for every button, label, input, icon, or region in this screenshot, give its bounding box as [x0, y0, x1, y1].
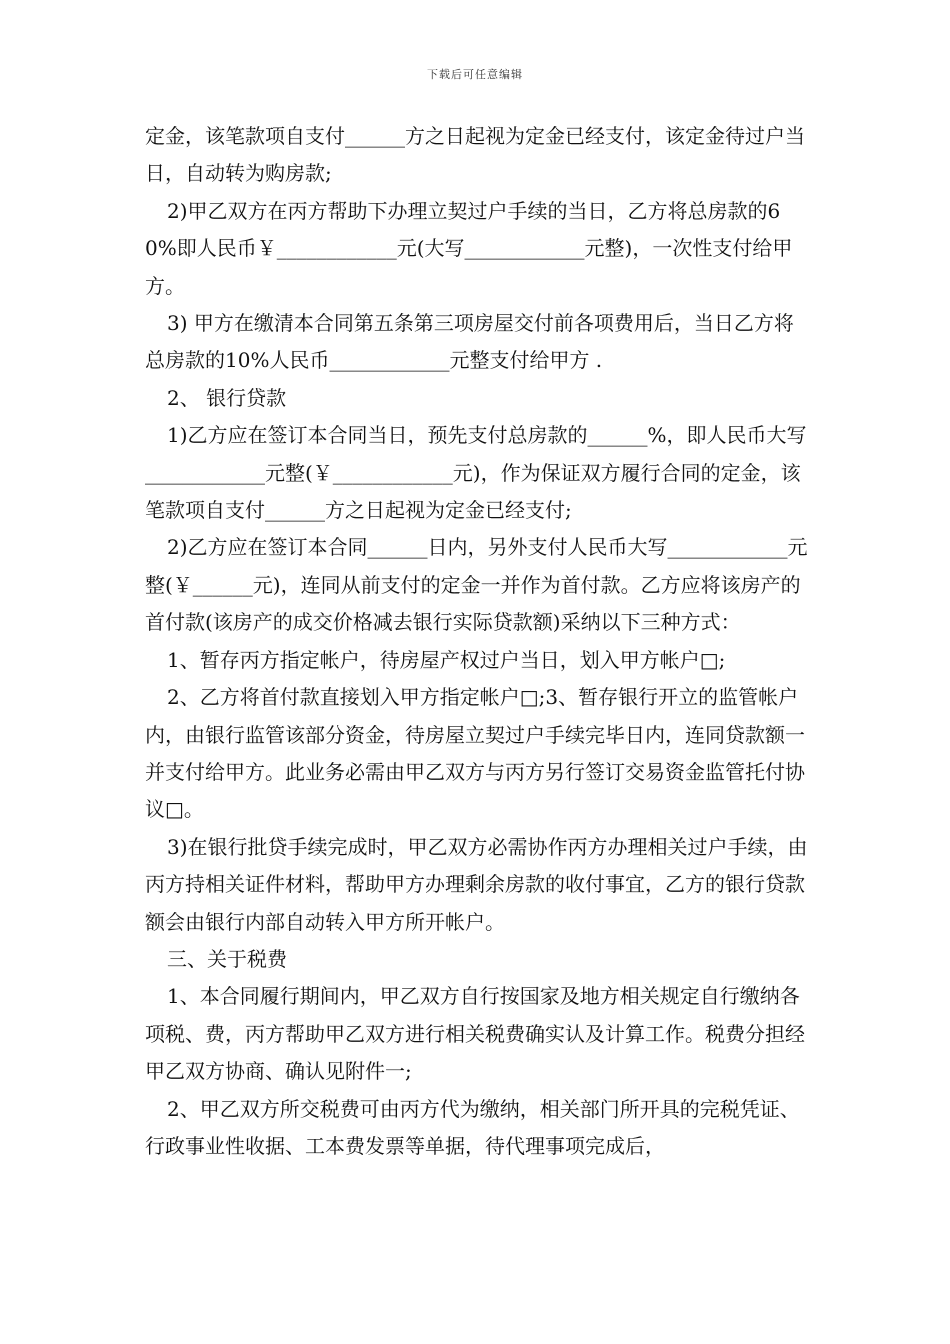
paragraph-loan-deposit: 1)乙方应在签订本合同当日，预先支付总房款的______%，即人民币大写____________元整(￥____________元)，作为保证双方履行合同的定金，该笔款项自支付______方之日起视为定金已经支付; — [145, 423, 807, 523]
paragraph-transfer-payment: 2)甲乙双方在丙方帮助下办理立契过户手续的当日，乙方将总房款的60%即人民币￥____________元(大写____________元整)，一次性支付给甲方。 — [145, 198, 793, 298]
paragraph-deposit-continuation: 定金，该笔款项自支付______方之日起视为定金已经支付，该定金待过户当日，自动转为购房款; — [145, 124, 805, 186]
section-heading-taxes: 三、关于税费 — [167, 946, 287, 971]
paragraph-option-one: 1、暂存丙方指定帐户，待房屋产权过户当日，划入甲方帐户□; — [167, 647, 726, 672]
paragraph-option-two-three: 2、乙方将首付款直接划入甲方指定帐户□;3、暂存银行开立的监管帐户内，由银行监管该部分资金，待房屋立契过户手续完毕日内，连同贷款额一并支付给甲方。此业务必需由甲乙双方与丙方另行签订交易资金监管托付协议□。 — [145, 685, 805, 822]
page-header: 下载后可任意编辑 — [427, 68, 523, 81]
document-body — [145, 118, 810, 1165]
paragraph-loan-approval: 3)在银行批贷手续完成时，甲乙双方必需协作丙方办理相关过户手续，由丙方持相关证件材料，帮助甲方办理剩余房款的收付事宜，乙方的银行贷款额会由银行内部自动转入甲方所开帐户。 — [145, 834, 808, 934]
paragraph-tax-one: 1、本合同履行期间内，甲乙双方自行按国家及地方相关规定自行缴纳各项税、费，丙方帮助甲乙双方进行相关税费确实认及计算工作。税费分担经甲乙双方协商、确认见附件一; — [145, 984, 805, 1084]
paragraph-tax-two: 2、甲乙双方所交税费可由丙方代为缴纳，相关部门所开具的完税凭证、行政事业性收据、工本费发票等单据，待代理事项完成后， — [145, 1096, 800, 1158]
paragraph-final-payment: 3) 甲方在缴清本合同第五条第三项房屋交付前各项费用后，当日乙方将总房款的10%人民币____________元整支付给甲方 . — [145, 311, 794, 373]
paragraph-down-payment: 2)乙方应在签订本合同______日内，另外支付人民币大写____________元整(￥______元)，连同从前支付的定金一并作为首付款。乙方应将该房产的首付款(该房产的成交价格减去银行实际贷款额)采纳以下三种方式： — [145, 535, 808, 635]
section-heading-bank-loan: 2、 银行贷款 — [167, 385, 287, 410]
